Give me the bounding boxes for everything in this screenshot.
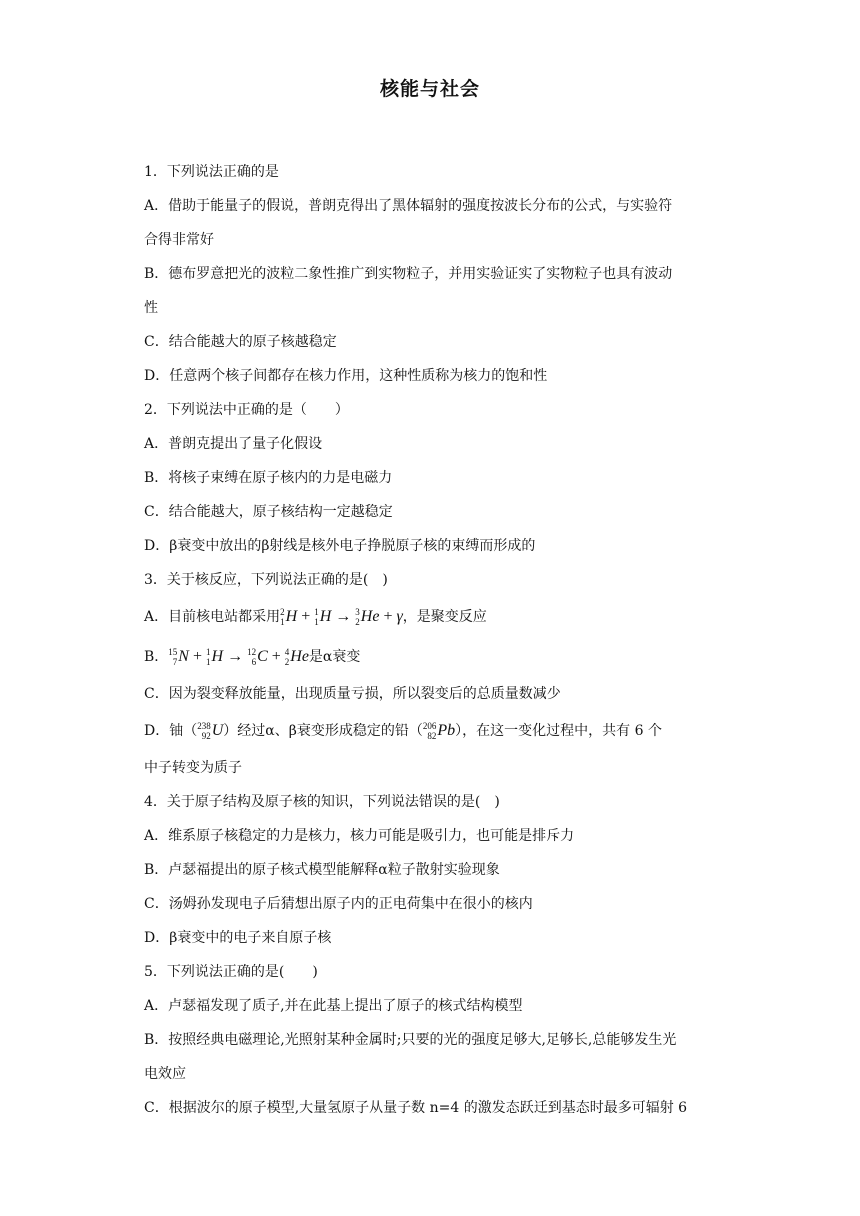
question-2 (144, 398, 720, 568)
option-b: B．按照经典电磁理论,光照射某种金属时;只要的光的强度足够大,足够长,总能够发生光 (144, 1032, 677, 1048)
question-1 (144, 160, 720, 398)
option-b: B．德布罗意把光的波粒二象性推广到实物粒子，并用实验证实了实物粒子也具有波动 (144, 266, 673, 282)
option-c: C．结合能越大的原子核越稳定 (144, 334, 337, 350)
option-c: C．结合能越大，原子核结构一定越稳定 (144, 504, 393, 520)
uranium-symbol: 238 92 U (197, 721, 224, 742)
option-a: A．借助于能量子的假说，普朗克得出了黑体辐射的强度按波长分布的公式，与实验符 (144, 198, 673, 214)
option-d: D．β衰变中的电子来自原子核 (144, 930, 332, 946)
question-5 (144, 960, 720, 1130)
decay-equation: 15 7 N + 1 1 H → 12 6 C + 4 2 He (168, 647, 309, 668)
fusion-equation: 2 1 H + 1 1 H → 3 2 He + γ (280, 607, 403, 628)
option-b: B．卢瑟福提出的原子核式模型能解释α粒子散射实验现象 (144, 862, 500, 878)
option-c: C．根据波尔的原子模型,大量氢原子从量子数 n=4 的激发态跃迁到基态时最多可辐射 6 (144, 1100, 688, 1116)
question-stem: 1．下列说法正确的是 (144, 164, 279, 180)
page-title: 核能与社会 (379, 78, 480, 100)
option-b-cont: 电效应 (144, 1066, 186, 1082)
option-b: B．将核子束缚在原子核内的力是电磁力 (144, 470, 393, 486)
option-b-cont: 性 (144, 300, 158, 316)
option-d: D．β衰变中放出的β射线是核外电子挣脱原子核的束缚而形成的 (144, 538, 536, 554)
option-c: C．因为裂变释放能量，出现质量亏损，所以裂变后的总质量数减少 (144, 686, 561, 702)
option-a: A．目前核电站都采用 2 1 H + 1 1 H → 3 2 He + γ，是聚变反应 (144, 607, 487, 628)
option-c: C．汤姆孙发现电子后猜想出原子内的正电荷集中在很小的核内 (144, 896, 533, 912)
question-4 (144, 790, 720, 960)
question-stem: 2．下列说法中正确的是（ ） (144, 402, 349, 418)
option-d: D．任意两个核子间都存在核力作用，这种性质称为核力的饱和性 (144, 368, 548, 384)
question-stem: 4．关于原子结构及原子核的知识，下列说法错误的是( ) (144, 794, 500, 810)
option-a: A．维系原子核稳定的力是核力，核力可能是吸引力，也可能是排斥力 (144, 828, 575, 844)
option-d: D．铀（ 238 92 U）经过α、β衰变形成稳定的铅（ 206 82 Pb），在这一变化过程中，共有 6 个 (144, 721, 662, 742)
option-a-cont: 合得非常好 (144, 232, 214, 248)
question-list (144, 160, 720, 1130)
question-3 (144, 568, 720, 790)
question-stem: 5．下列说法正确的是( ) (144, 964, 318, 980)
option-d-cont: 中子转变为质子 (144, 760, 242, 776)
lead-symbol: 206 82 Pb (422, 721, 456, 742)
question-stem: 3．关于核反应，下列说法正确的是( ) (144, 572, 388, 588)
option-b: B． 15 7 N + 1 1 H → 12 6 C + 4 2 He是α衰变 (144, 647, 361, 668)
option-a: A．卢瑟福发现了质子,并在此基上提出了原子的核式结构模型 (144, 998, 523, 1014)
option-a: A．普朗克提出了量子化假设 (144, 436, 323, 452)
